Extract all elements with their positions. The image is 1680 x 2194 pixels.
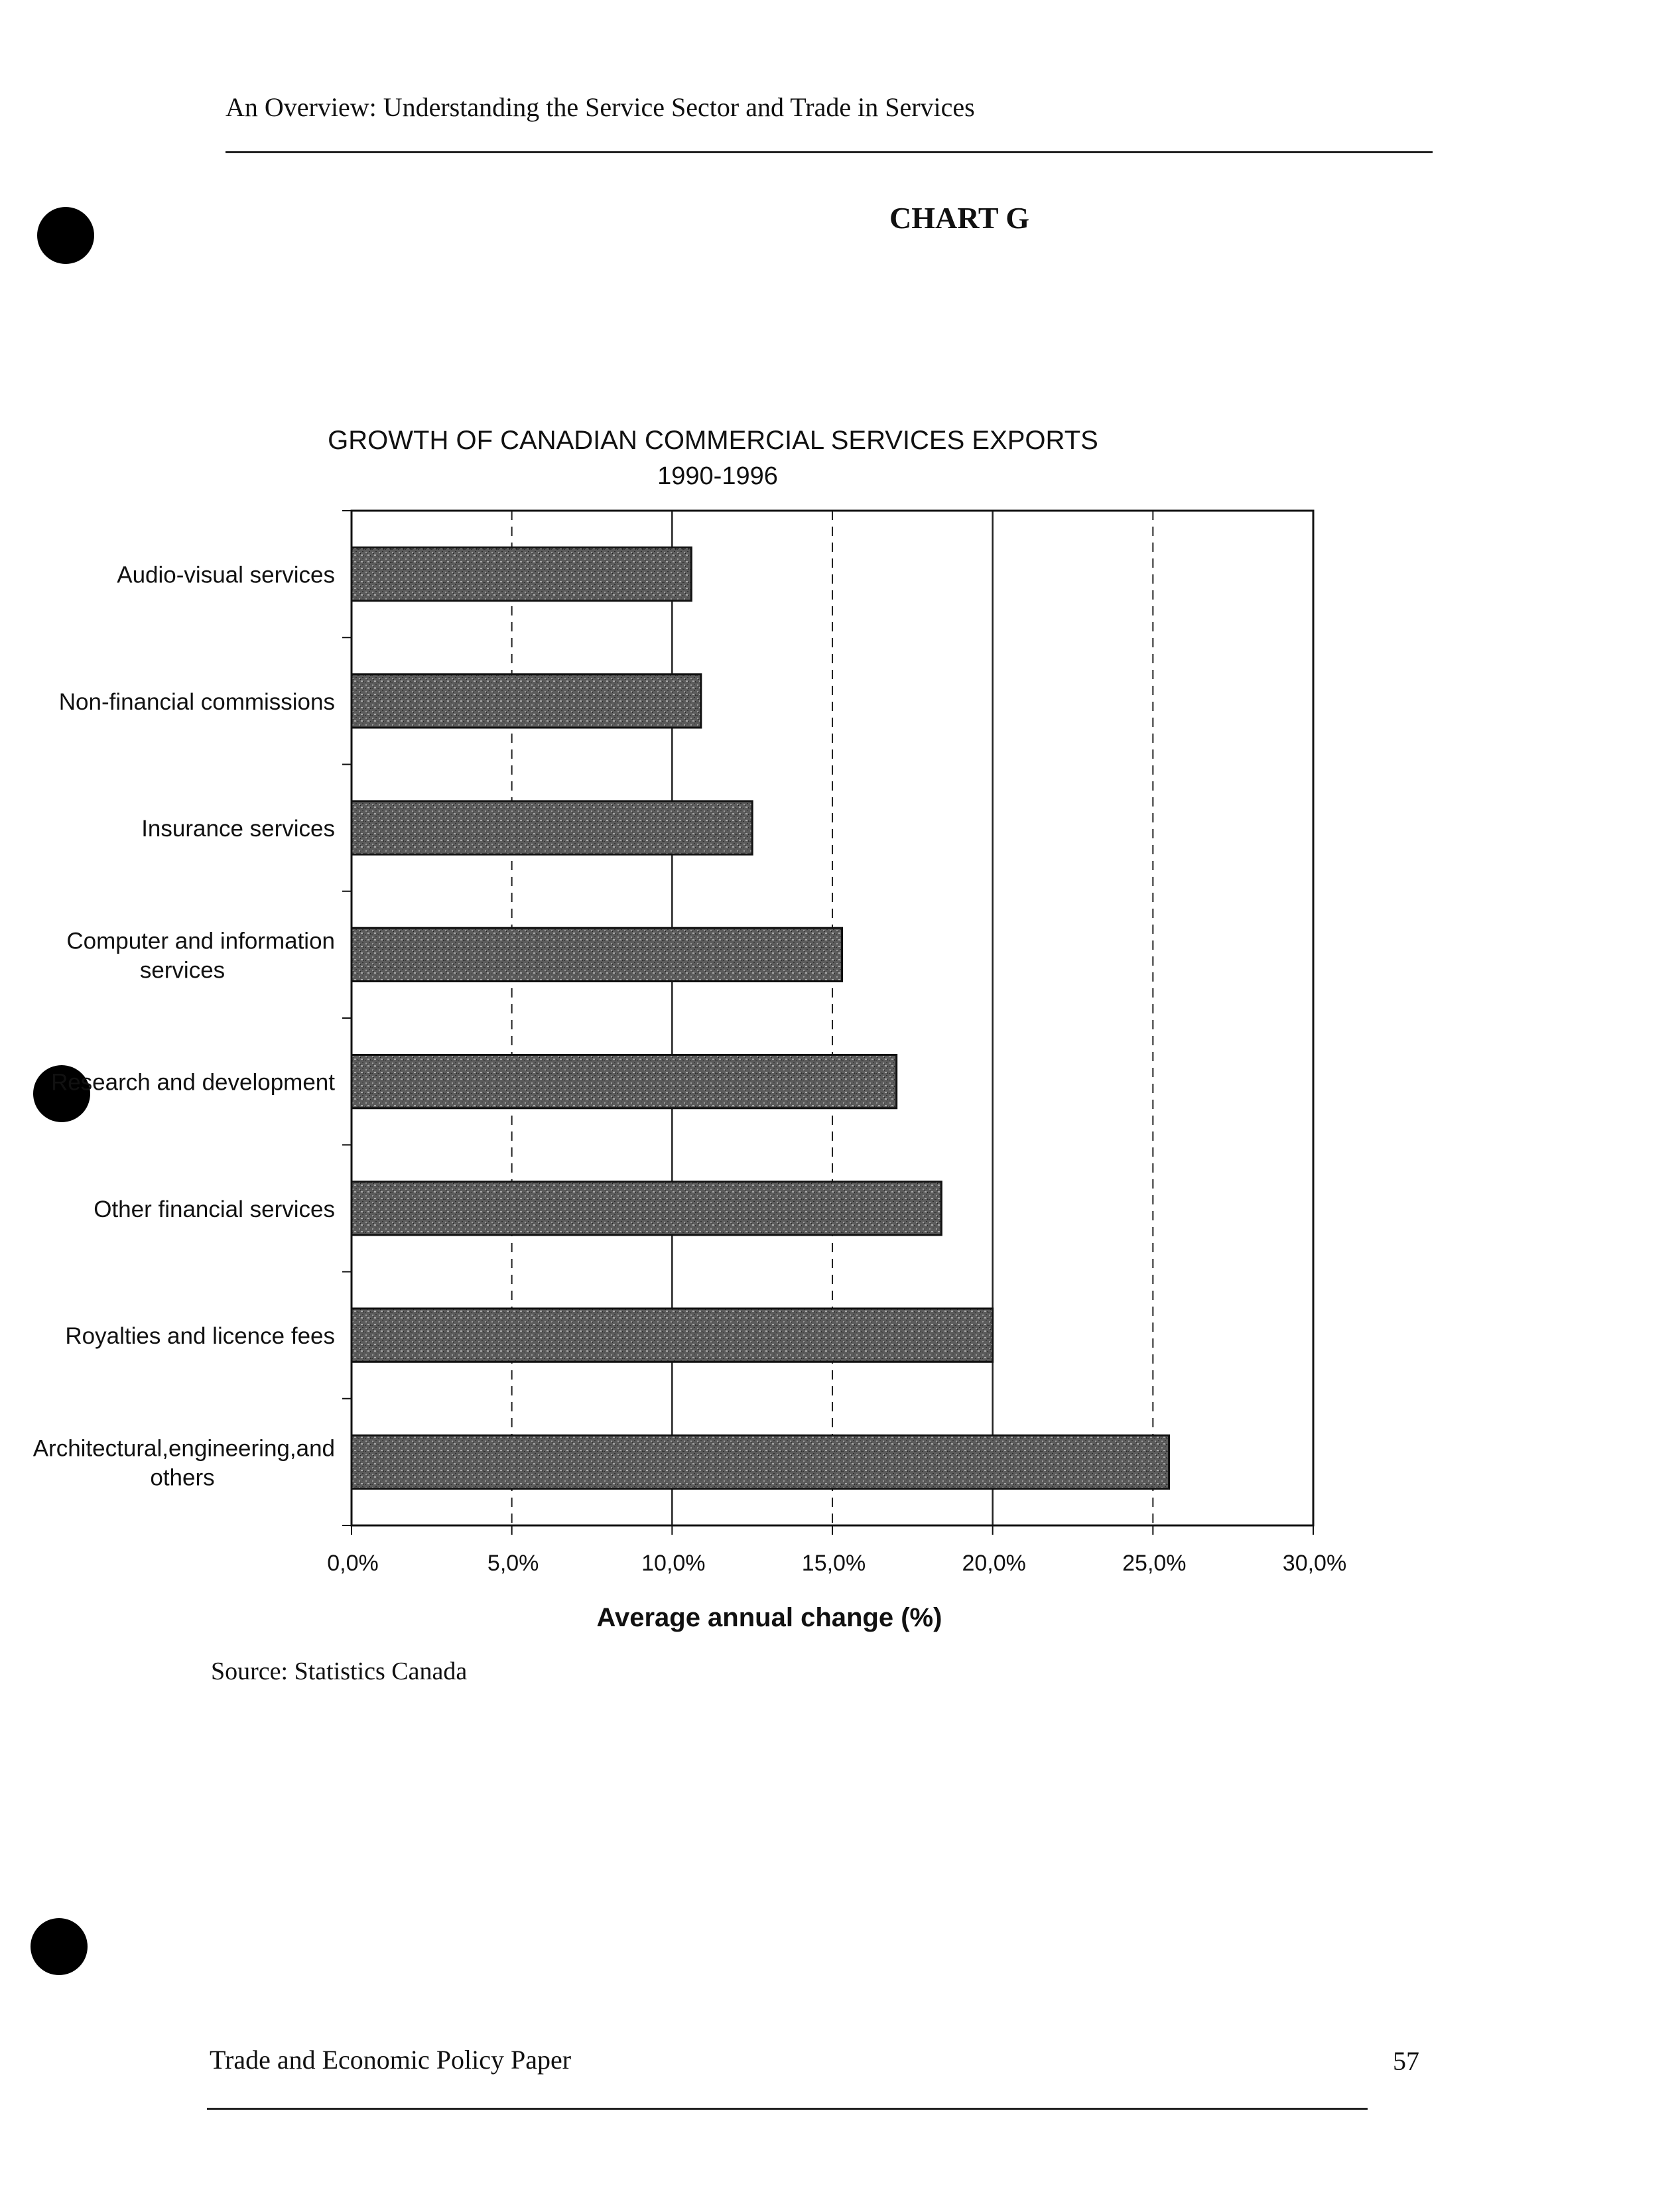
category-label: others — [150, 1464, 215, 1491]
running-header: An Overview: Understanding the Service Sector and Trade in Services — [226, 92, 975, 122]
source-note: Source: Statistics Canada — [211, 1657, 468, 1685]
grid-layer — [512, 511, 1153, 1525]
x-tick-label: 15,0% — [801, 1551, 866, 1576]
bars-layer — [352, 547, 1169, 1488]
x-axis-label: Average annual change (%) — [596, 1603, 942, 1632]
x-tick-label: 5,0% — [487, 1551, 539, 1576]
footer-title: Trade and Economic Policy Paper — [210, 2045, 572, 2075]
category-label: Architectural,engineering,and — [32, 1435, 335, 1462]
chart-title: GROWTH OF CANADIAN COMMERCIAL SERVICES EXPORTS — [328, 426, 1098, 455]
category-label: Research and development — [50, 1069, 335, 1096]
x-tick-label: 10,0% — [641, 1551, 706, 1576]
chart-label: CHART G — [889, 201, 1029, 235]
x-tick-label: 25,0% — [1122, 1551, 1187, 1576]
bar — [352, 1435, 1169, 1488]
bar — [352, 547, 691, 600]
page-number: 57 — [1393, 2046, 1419, 2076]
x-tick-label: 30,0% — [1282, 1551, 1347, 1576]
x-tick-label: 20,0% — [962, 1551, 1026, 1576]
category-label: Non-financial commissions — [58, 688, 335, 715]
category-label: services — [139, 957, 226, 984]
bar — [352, 801, 752, 854]
category-labels — [33, 562, 336, 1491]
category-label: Insurance services — [141, 816, 335, 842]
category-label: Computer and information — [66, 928, 335, 954]
bar — [352, 928, 842, 981]
footer-rule — [207, 2108, 1368, 2110]
bar — [352, 1182, 941, 1235]
x-tick-label: 0,0% — [327, 1551, 379, 1576]
bar — [352, 1309, 993, 1362]
bar — [352, 1055, 897, 1108]
category-label: Other financial services — [94, 1196, 335, 1222]
chart-subtitle: 1990-1996 — [657, 462, 778, 490]
tick-layer — [327, 511, 1346, 1576]
category-label: Audio-visual services — [117, 562, 335, 588]
category-label: Royalties and licence fees — [65, 1323, 335, 1350]
bar — [352, 675, 701, 728]
